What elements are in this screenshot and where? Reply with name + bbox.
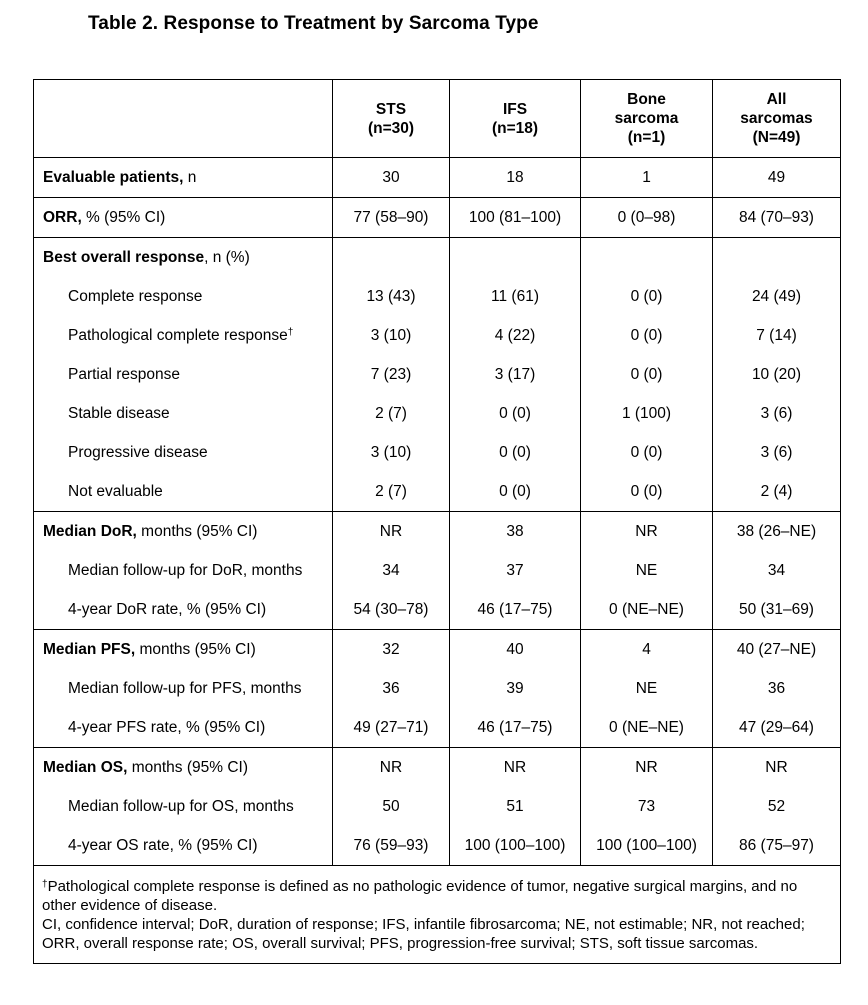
table-row [34, 708, 841, 748]
column-header-ifs: IFS (n=18) [450, 80, 581, 158]
column-header-sts: STS (n=30) [333, 80, 450, 158]
cell-sts: 3 (10) [333, 316, 450, 355]
cell-all: 86 (75–97) [713, 826, 841, 866]
cell-bone: 0 (NE–NE) [581, 708, 713, 748]
cell-sts: 2 (7) [333, 472, 450, 512]
row-label: Stable disease [34, 394, 333, 433]
table-row [34, 669, 841, 708]
table-row [34, 590, 841, 630]
cell-ifs [450, 238, 581, 278]
cell-sts: 36 [333, 669, 450, 708]
cell-ifs: 40 [450, 630, 581, 670]
cell-sts: 13 (43) [333, 277, 450, 316]
response-table [33, 79, 841, 964]
column-header-all-sarcomas: All sarcomas (N=49) [713, 80, 841, 158]
table-row [34, 433, 841, 472]
cell-ifs: 11 (61) [450, 277, 581, 316]
cell-ifs: 4 (22) [450, 316, 581, 355]
cell-sts: 77 (58–90) [333, 198, 450, 238]
cell-bone: 0 (0) [581, 277, 713, 316]
cell-sts: 54 (30–78) [333, 590, 450, 630]
column-header-bone-sarcoma: Bone sarcoma (n=1) [581, 80, 713, 158]
row-label: 4-year DoR rate, % (95% CI) [34, 590, 333, 630]
row-label: ORR, % (95% CI) [34, 198, 333, 238]
dagger-mark: † [287, 326, 294, 338]
cell-sts [333, 238, 450, 278]
cell-all: 52 [713, 787, 841, 826]
table-row [34, 158, 841, 198]
cell-ifs: 18 [450, 158, 581, 198]
cell-ifs: 100 (81–100) [450, 198, 581, 238]
cell-bone: 1 (100) [581, 394, 713, 433]
cell-sts: 3 (10) [333, 433, 450, 472]
table-row [34, 316, 841, 355]
header-row [34, 80, 841, 158]
table-row [34, 748, 841, 788]
cell-ifs: 46 (17–75) [450, 590, 581, 630]
cell-bone: 0 (0) [581, 316, 713, 355]
footnote-cell [34, 866, 841, 964]
table-footnotes [34, 866, 841, 964]
row-label: 4-year PFS rate, % (95% CI) [34, 708, 333, 748]
cell-bone [581, 238, 713, 278]
cell-sts: NR [333, 512, 450, 552]
row-label: Median follow-up for OS, months [34, 787, 333, 826]
table-title: Table 2. Response to Treatment by Sarcoma Type [88, 13, 539, 34]
cell-ifs: 100 (100–100) [450, 826, 581, 866]
table-row [34, 787, 841, 826]
abbreviations-footnote: CI, confidence interval; DoR, duration of response; IFS, infantile fibrosarcoma; NE, not estimable; NR, not reached; ORR, overall response rate; OS, overall survival; PFS, progression-free survival; STS, soft tissue sarcomas. [42, 916, 805, 952]
dagger-footnote: †Pathological complete response is defined as no pathologic evidence of tumor, negative surgical margins, and no other evidence of disease. [42, 878, 798, 914]
cell-sts: NR [333, 748, 450, 788]
table-row [34, 551, 841, 590]
cell-ifs: 39 [450, 669, 581, 708]
table-row [34, 355, 841, 394]
cell-all: 34 [713, 551, 841, 590]
cell-ifs: 0 (0) [450, 472, 581, 512]
table-row [34, 512, 841, 552]
cell-all: 24 (49) [713, 277, 841, 316]
cell-ifs: 46 (17–75) [450, 708, 581, 748]
cell-all [713, 238, 841, 278]
cell-all: 49 [713, 158, 841, 198]
table-row [34, 277, 841, 316]
row-label: Not evaluable [34, 472, 333, 512]
cell-sts: 76 (59–93) [333, 826, 450, 866]
cell-bone: 0 (0) [581, 433, 713, 472]
cell-ifs: 3 (17) [450, 355, 581, 394]
cell-all: 7 (14) [713, 316, 841, 355]
cell-sts: 2 (7) [333, 394, 450, 433]
row-label: Progressive disease [34, 433, 333, 472]
table-row [34, 394, 841, 433]
cell-bone: NE [581, 669, 713, 708]
cell-all: 38 (26–NE) [713, 512, 841, 552]
row-label: Pathological complete response† [34, 316, 333, 355]
cell-all: 47 (29–64) [713, 708, 841, 748]
header-empty-cell [34, 80, 333, 158]
cell-bone: 100 (100–100) [581, 826, 713, 866]
table-row [34, 472, 841, 512]
cell-all: NR [713, 748, 841, 788]
table-row [34, 826, 841, 866]
row-label: Median DoR, months (95% CI) [34, 512, 333, 552]
cell-ifs: NR [450, 748, 581, 788]
cell-all: 50 (31–69) [713, 590, 841, 630]
cell-all: 3 (6) [713, 394, 841, 433]
row-label: Median OS, months (95% CI) [34, 748, 333, 788]
row-label: Best overall response, n (%) [34, 238, 333, 278]
cell-all: 84 (70–93) [713, 198, 841, 238]
cell-all: 10 (20) [713, 355, 841, 394]
cell-ifs: 37 [450, 551, 581, 590]
cell-sts: 32 [333, 630, 450, 670]
cell-ifs: 0 (0) [450, 433, 581, 472]
table-row [34, 198, 841, 238]
cell-bone: 4 [581, 630, 713, 670]
row-label: Median follow-up for DoR, months [34, 551, 333, 590]
cell-bone: 73 [581, 787, 713, 826]
cell-bone: NR [581, 512, 713, 552]
cell-bone: 0 (0) [581, 355, 713, 394]
row-label: 4-year OS rate, % (95% CI) [34, 826, 333, 866]
cell-sts: 49 (27–71) [333, 708, 450, 748]
cell-sts: 50 [333, 787, 450, 826]
table-row [34, 238, 841, 278]
cell-sts: 30 [333, 158, 450, 198]
cell-all: 40 (27–NE) [713, 630, 841, 670]
cell-bone: NR [581, 748, 713, 788]
cell-ifs: 51 [450, 787, 581, 826]
cell-bone: 0 (NE–NE) [581, 590, 713, 630]
row-label: Median follow-up for PFS, months [34, 669, 333, 708]
cell-all: 2 (4) [713, 472, 841, 512]
cell-sts: 7 (23) [333, 355, 450, 394]
row-label: Complete response [34, 277, 333, 316]
dagger-symbol: † [42, 879, 48, 890]
table-row [34, 630, 841, 670]
cell-bone: NE [581, 551, 713, 590]
cell-all: 36 [713, 669, 841, 708]
cell-ifs: 0 (0) [450, 394, 581, 433]
cell-sts: 34 [333, 551, 450, 590]
cell-ifs: 38 [450, 512, 581, 552]
row-label: Partial response [34, 355, 333, 394]
cell-bone: 0 (0–98) [581, 198, 713, 238]
cell-bone: 0 (0) [581, 472, 713, 512]
row-label: Evaluable patients, n [34, 158, 333, 198]
row-label: Median PFS, months (95% CI) [34, 630, 333, 670]
cell-bone: 1 [581, 158, 713, 198]
cell-all: 3 (6) [713, 433, 841, 472]
